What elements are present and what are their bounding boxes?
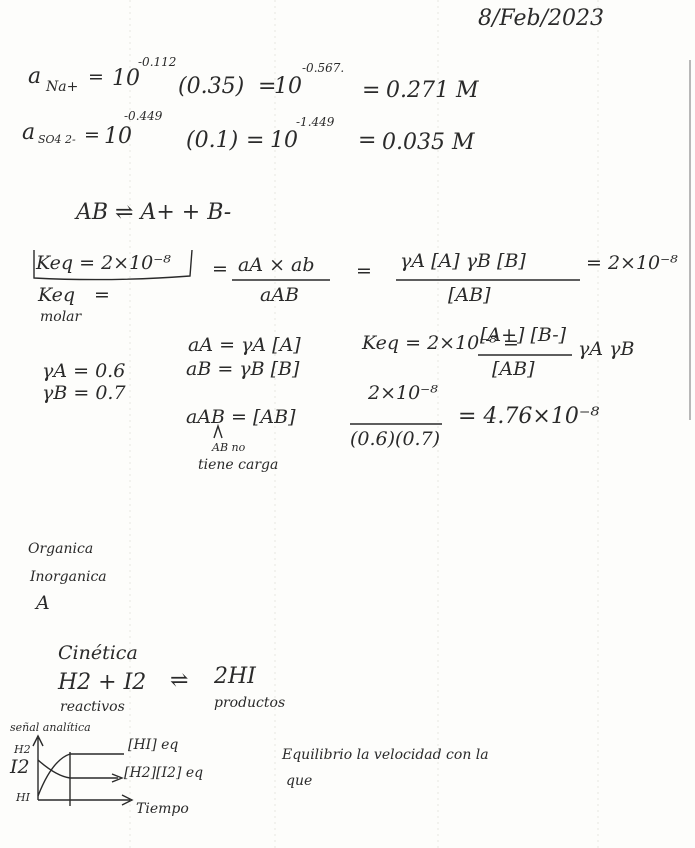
activity-so4-subscript: SO4 2- [38, 133, 76, 146]
activity-so4-factor: (0.1) [186, 128, 239, 153]
graph-hi-curve [38, 754, 124, 796]
graph-hi-eq: [HI] eq [128, 737, 179, 753]
activity-na-base-1: 10 [112, 66, 140, 91]
graph-label-hi: HI [16, 791, 30, 804]
activity-na-exponent-2: -0.567. [302, 61, 345, 75]
keq-boxed: Keq = 2×10⁻⁸ [36, 252, 171, 274]
keq-numerator-a: aA × ab [238, 254, 315, 276]
topic-organica: Organica [28, 541, 94, 557]
keq-denominator-a: aAB [260, 284, 300, 306]
keq2-gamma-tail: γA γB [578, 338, 635, 360]
note-ab-no: AB no [212, 441, 246, 454]
activity-na-exponent-1: -0.112 [138, 55, 177, 69]
keq2-lhs: Keq = 2×10⁻⁸ = [362, 332, 519, 354]
calc-result: = 4.76×10⁻⁸ [458, 404, 600, 429]
kinetics-reactants: H2 + I2 [58, 670, 147, 695]
dissociation-reaction: AB ⇌ A+ + B- [76, 200, 232, 225]
activity-na-base-2: 10 [274, 74, 302, 99]
activity-so4-result: 0.035 M [382, 130, 475, 155]
gamma-a: γA = 0.6 [42, 360, 126, 382]
keq2-denominator: [AB] [492, 358, 535, 380]
activity-so4-exponent-2: -1.449 [296, 115, 335, 129]
activity-na-result: 0.271 M [386, 78, 479, 103]
equilibrium-note-continued: que [286, 773, 313, 789]
activity-so4-lhs: a [22, 120, 36, 145]
calc-numerator: 2×10⁻⁸ [368, 382, 438, 404]
topic-mark: A [36, 592, 50, 614]
activity-so4-exponent-1: -0.449 [124, 109, 163, 123]
keq-box [34, 250, 192, 280]
graph-label-h2: H2 [14, 743, 31, 756]
activity-so4-equals-2: = [246, 128, 265, 153]
calc-denominator: (0.6)(0.7) [350, 428, 441, 450]
activity-na-equals-1: = [88, 66, 104, 88]
keq-denominator-b: [AB] [448, 284, 491, 306]
topic-inorganica: Inorganica [30, 569, 107, 585]
keq-label-equals: = [94, 284, 110, 306]
gamma-b: γB = 0.7 [42, 382, 126, 404]
def-activity-ab: aAB = [AB] [186, 406, 296, 428]
keq-molar-label: molar [40, 309, 82, 325]
graph-label-i2: I2 [10, 756, 30, 778]
def-activity-b: aB = γB [B] [186, 358, 300, 380]
note-tiene-carga: tiene carga [198, 457, 279, 473]
activity-na-lhs: a [28, 64, 42, 89]
keq-rhs: = 2×10⁻⁸ [586, 252, 678, 274]
kinetics-title: Cinética [58, 642, 138, 664]
activity-so4-equals-3: = [358, 128, 377, 153]
date: 8/Feb/2023 [478, 6, 604, 31]
keq2-numerator: [A+] [B-] [480, 324, 567, 346]
graph-h2i2-curve [38, 760, 118, 778]
keq-equals-a: = [212, 258, 228, 280]
kinetics-label-productos: productos [214, 695, 286, 711]
graph-h2i2-eq: [H2][I2] eq [124, 765, 204, 781]
def-activity-a: aA = γA [A] [188, 334, 301, 356]
kinetics-label-reactivos: reactivos [60, 699, 125, 715]
activity-so4-base-2: 10 [270, 128, 298, 153]
keq-equals-b: = [356, 260, 372, 282]
activity-na-equals-3: = [362, 78, 381, 103]
note-arrow [214, 426, 222, 438]
graph-y-axis-label: señal analítica [10, 721, 91, 734]
activity-so4-base-1: 10 [104, 124, 132, 149]
keq-numerator-b: γA [A] γB [B] [400, 250, 526, 272]
keq-label: Keq [38, 284, 76, 306]
kinetics-arrow: ⇌ [170, 668, 189, 693]
graph-x-axis-label: Tiempo [136, 801, 189, 817]
activity-na-subscript: Na+ [46, 79, 79, 95]
kinetics-products: 2HI [214, 664, 256, 689]
activity-na-equals-2: = [258, 74, 277, 99]
activity-na-factor: (0.35) [178, 74, 245, 99]
equilibrium-note: Equilibrio la velocidad con la [282, 747, 489, 763]
activity-so4-equals-1: = [84, 124, 100, 146]
